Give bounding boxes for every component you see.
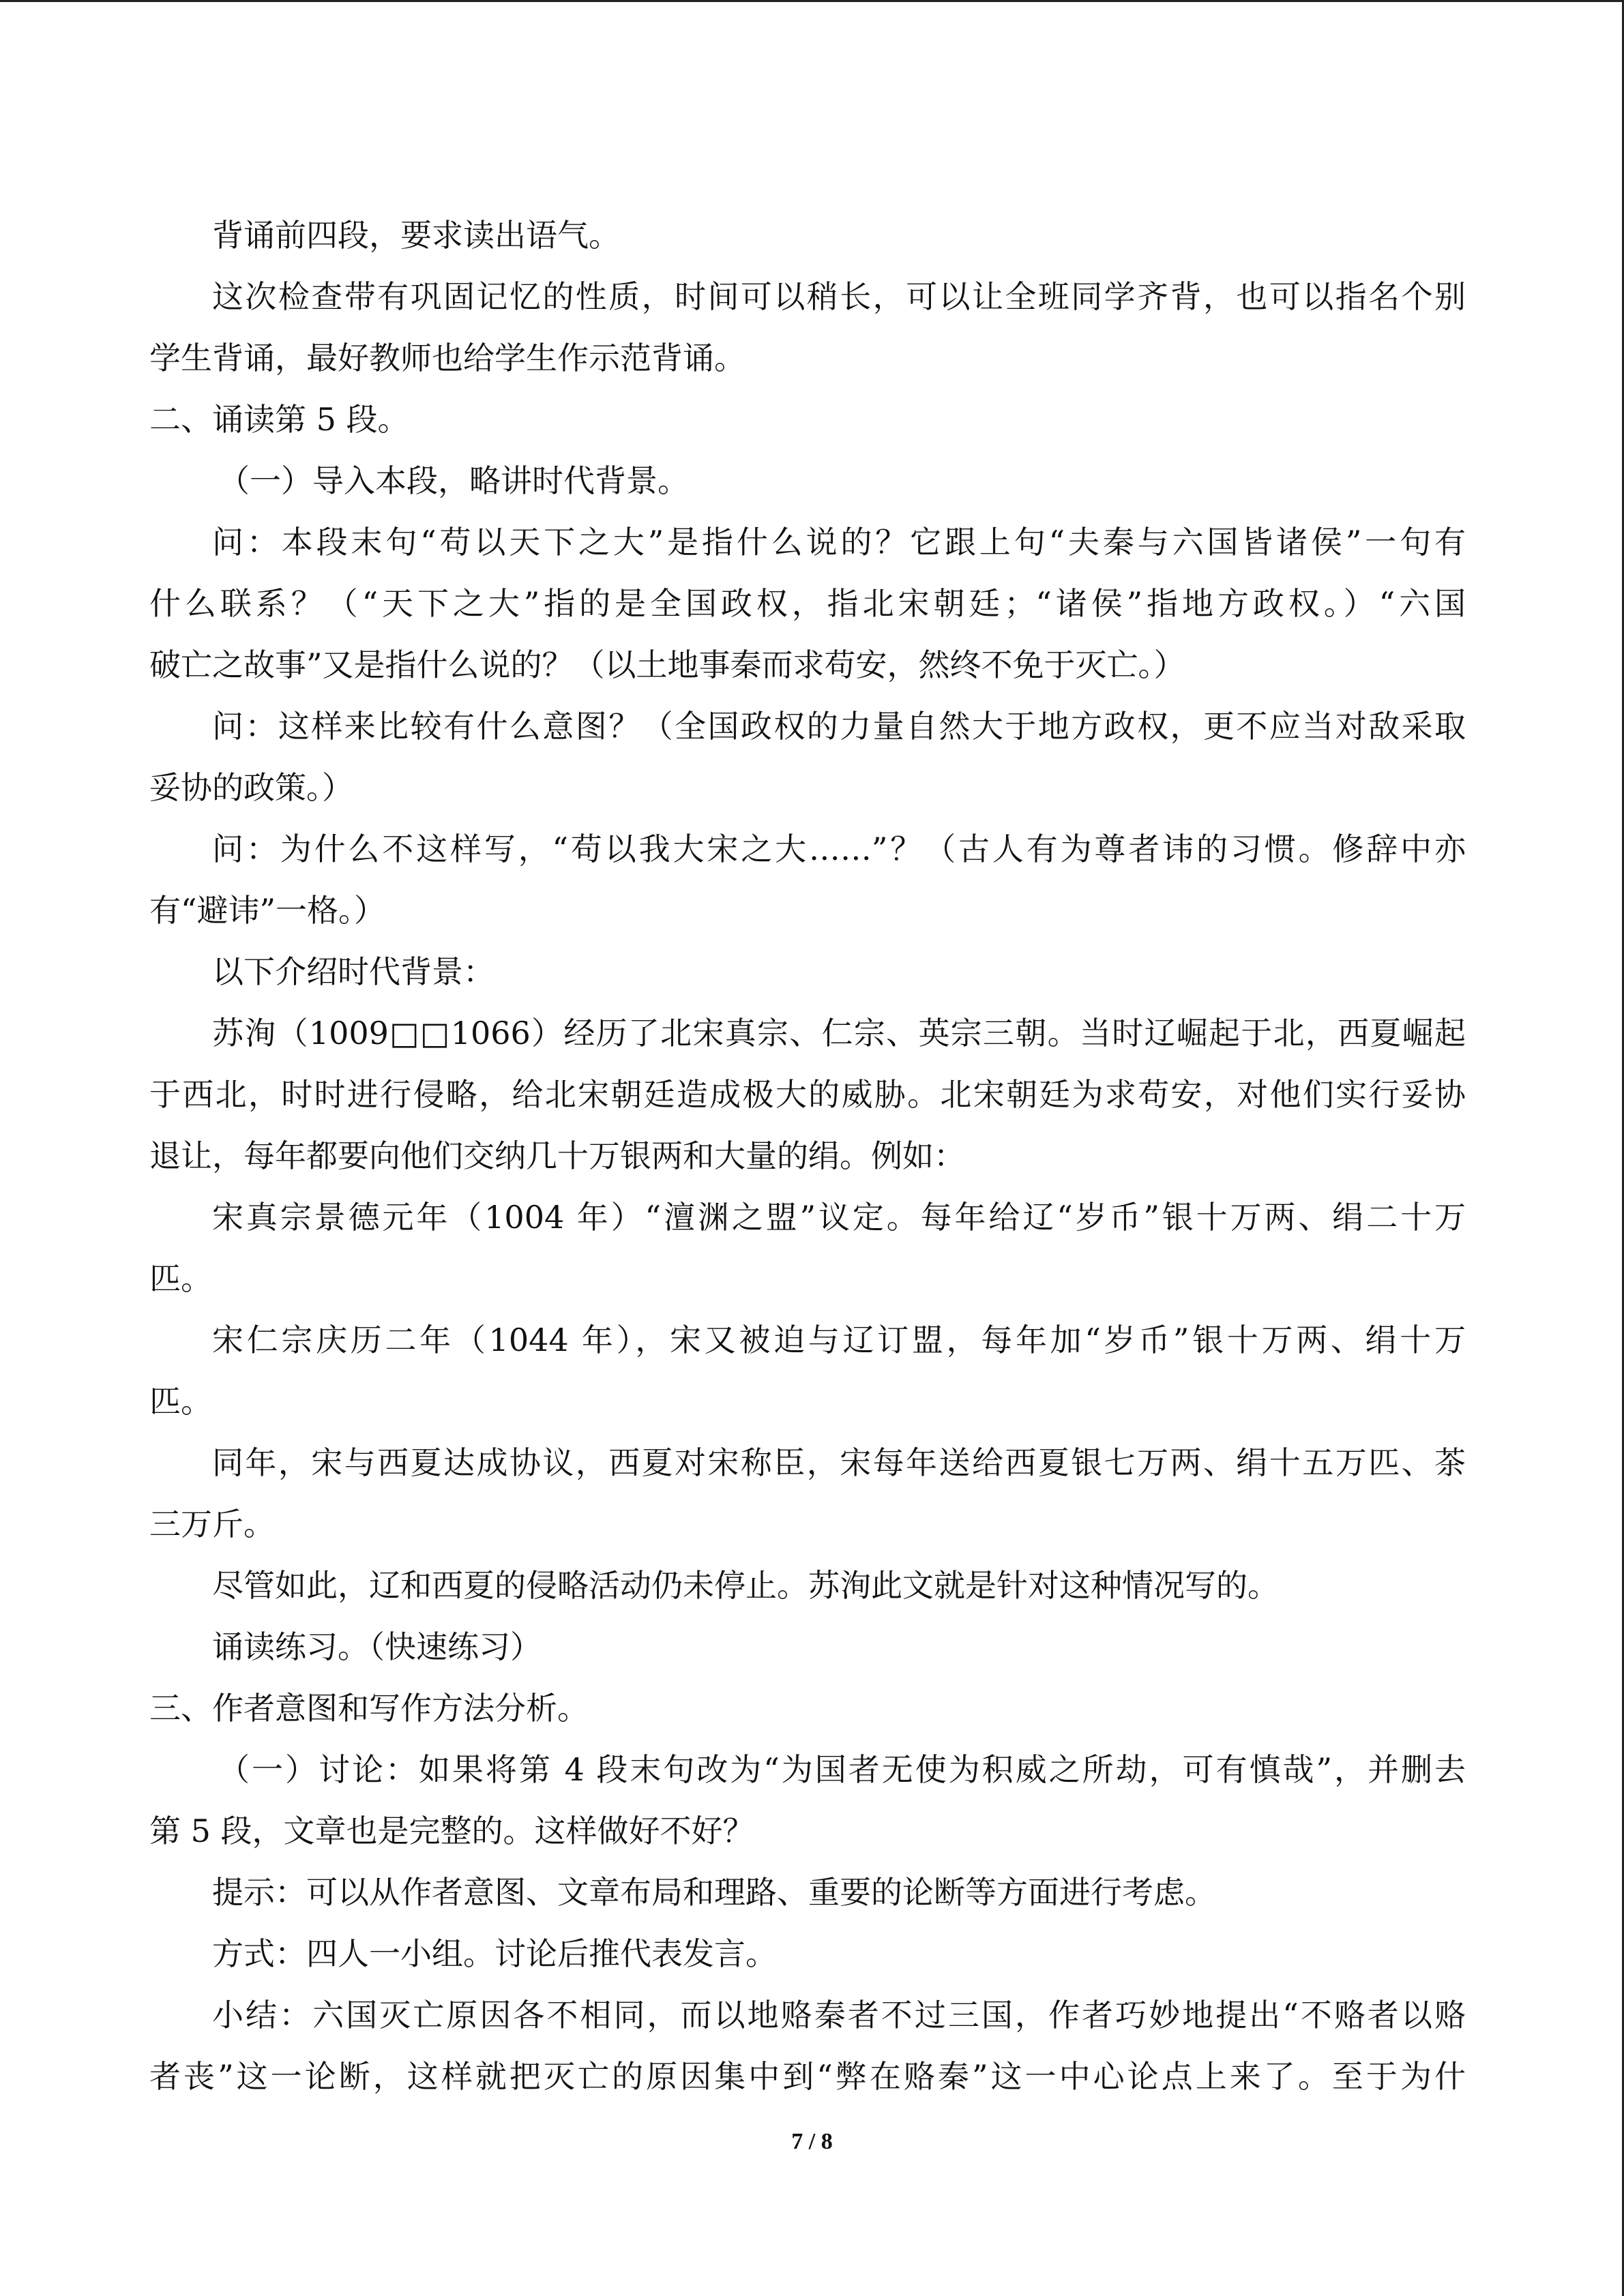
- subsection-heading: （一）导入本段，略讲时代背景。: [218, 462, 689, 499]
- text-line: 小结：六国灭亡原因各不相同，而以地赂秦者不过三国，作者巧妙地提出“不赂者以赂: [212, 1997, 1466, 2033]
- text-line: 于西北，时时进行侵略，给北宋朝廷造成极大的威胁。北宋朝廷为求苟安，对他们实行妥协: [149, 1076, 1466, 1113]
- section-heading: 三、作者意图和写作方法分析。: [149, 1690, 589, 1727]
- text-line: 宋真宗景德元年（1004 年）“澶渊之盟”议定。每年给辽“岁币”银十万两、绢二十万: [212, 1199, 1466, 1236]
- text-line: 学生背诵，最好教师也给学生作示范背诵。: [149, 340, 745, 376]
- text-line: 妥协的政策。）: [149, 769, 353, 806]
- text-line: 同年，宋与西夏达成协议，西夏对宋称臣，宋每年送给西夏银七万两、绢十五万匹、茶: [212, 1444, 1466, 1481]
- text-line: 什么联系？（“天下之大”指的是全国政权，指北宋朝廷；“诸侯”指地方政权。）“六国: [149, 585, 1466, 622]
- text-line: 三万斤。: [149, 1506, 275, 1542]
- text-line: 以下介绍时代背景：: [212, 953, 494, 990]
- text-line: 破亡之故事”又是指什么说的？（以土地事秦而求苟安，然终不免于灭亡。）: [149, 646, 1185, 683]
- section-heading: 二、诵读第 5 段。: [149, 401, 409, 438]
- text-line: 者丧”这一论断，这样就把灭亡的原因集中到“弊在赂秦”这一中心论点上来了。至于为什: [149, 2058, 1466, 2095]
- body-text: [149, 205, 1466, 2107]
- text-line: 苏洵（1009□□1066）经历了北宋真宗、仁宗、英宗三朝。当时辽崛起于北，西夏崛起: [212, 1015, 1466, 1052]
- text-line: 退让，每年都要向他们交纳几十万银两和大量的绢。例如：: [149, 1137, 965, 1174]
- page-top-border: [0, 0, 1624, 2]
- text-line: 诵读练习。（快速练习）: [212, 1628, 542, 1665]
- text-line: 问：为什么不这样写，“苟以我大宋之大……”？（古人有为尊者讳的习惯。修辞中亦: [212, 831, 1466, 867]
- text-line: 背诵前四段，要求读出语气。: [212, 217, 620, 254]
- text-line: 问：这样来比较有什么意图？（全国政权的力量自然大于地方政权，更不应当对敌采取: [212, 708, 1466, 745]
- text-line: 问：本段末句“苟以天下之大”是指什么说的？它跟上句“夫秦与六国皆诸侯”一句有: [212, 524, 1466, 561]
- text-line: 有“避讳”一格。）: [149, 892, 386, 929]
- text-line: 匹。: [149, 1260, 212, 1297]
- text-line: 这次检查带有巩固记忆的性质，时间可以稍长，可以让全班同学齐背，也可以指名个别: [212, 278, 1466, 315]
- text-line: 宋仁宗庆历二年（1044 年），宋又被迫与辽订盟，每年加“岁币”银十万两、绢十万: [212, 1322, 1466, 1358]
- text-line: 提示：可以从作者意图、文章布局和理路、重要的论断等方面进行考虑。: [212, 1874, 1216, 1911]
- text-line: （一）讨论：如果将第 4 段末句改为“为国者无使为积威之所劫，可有慎哉”，并删去: [218, 1751, 1466, 1788]
- text-line: 方式：四人一小组。讨论后推代表发言。: [212, 1935, 777, 1972]
- text-line: 尽管如此，辽和西夏的侵略活动仍未停止。苏洵此文就是针对这种情况写的。: [212, 1567, 1279, 1604]
- text-line: 匹。: [149, 1383, 212, 1420]
- page-number: 7 / 8: [791, 2129, 833, 2154]
- text-line: 第 5 段，文章也是完整的。这样做好不好？: [149, 1813, 754, 1849]
